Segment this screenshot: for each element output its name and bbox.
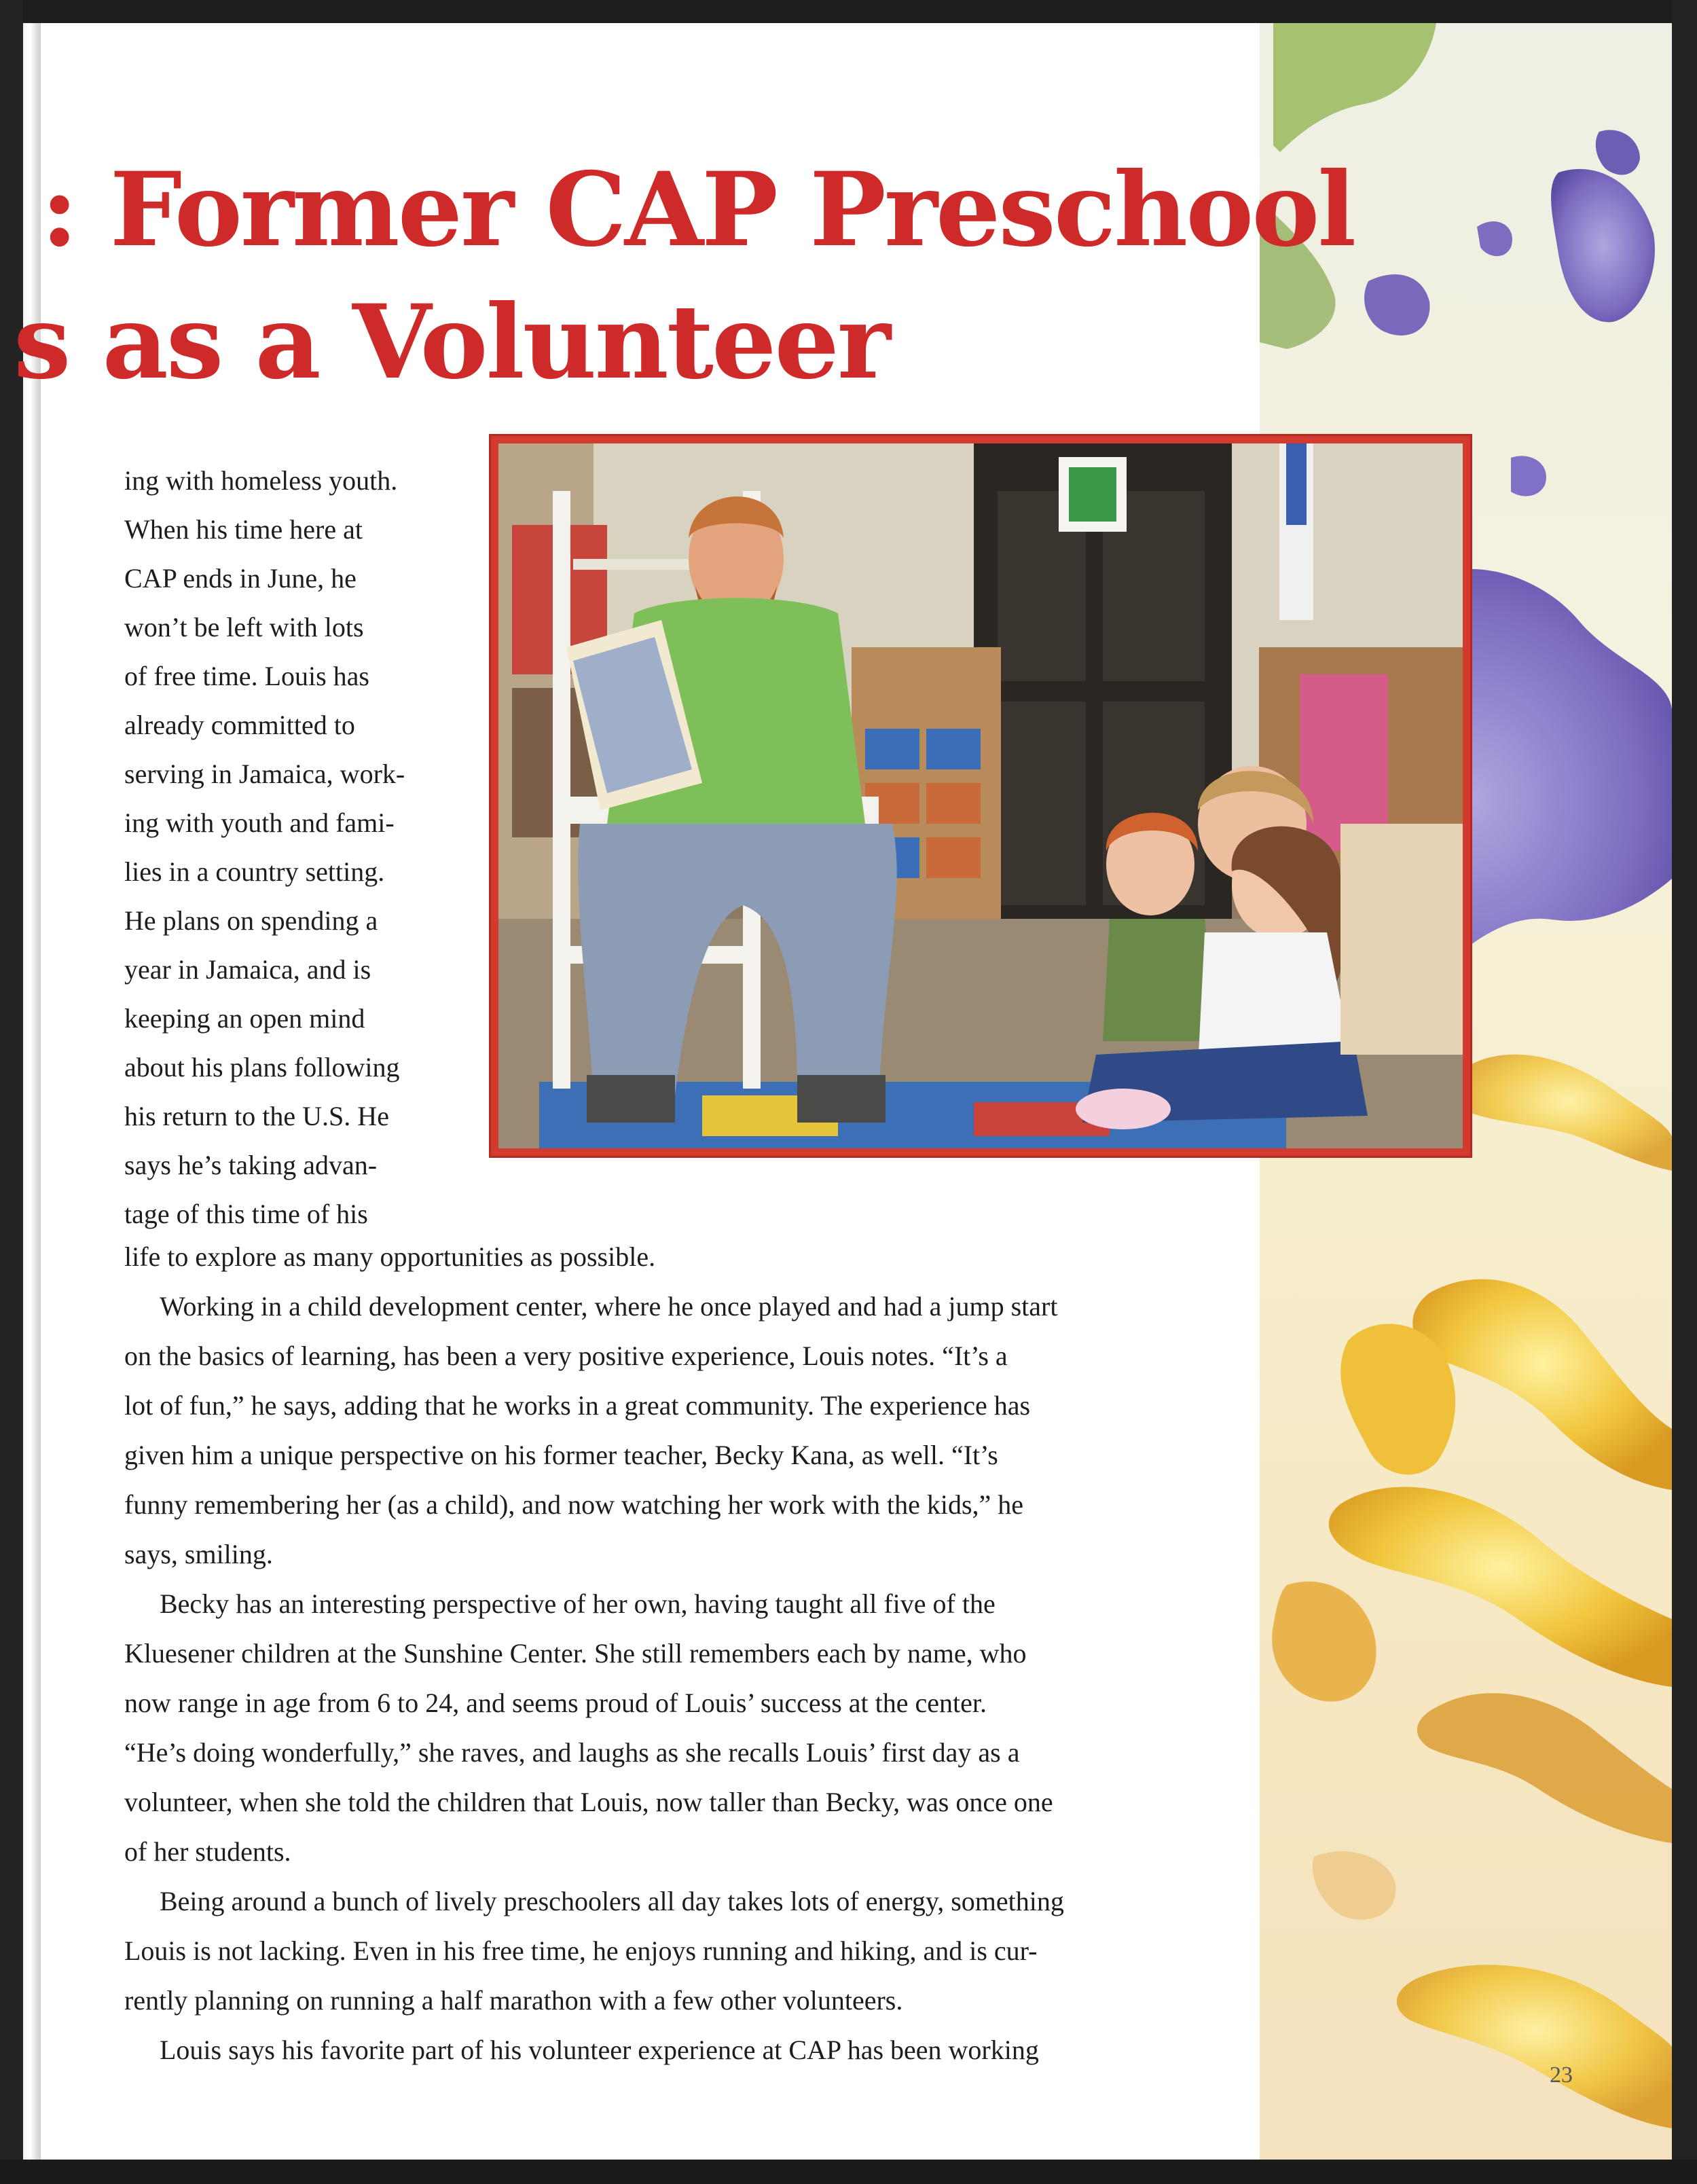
text-line: Louis is not lacking. Even in his free time, he enjoys running and hiking, and is cur- <box>124 1935 1038 1966</box>
headline-text-1: Former CAP Preschool <box>109 150 1355 270</box>
headline-text-2: as a Volunteer <box>102 283 889 402</box>
text-line: When his time here at <box>124 514 363 545</box>
page-number: 23 <box>1550 2062 1573 2088</box>
text-line: of free time. Louis has <box>124 661 369 691</box>
text-line: given him a unique perspective on his former teacher, Becky Kana, as well. “It’s <box>124 1440 998 1470</box>
scan-border-top <box>0 0 1697 23</box>
headline-line-1 <box>41 150 1355 270</box>
magazine-page <box>14 23 1672 2160</box>
text-line: lot of fun,” he says, adding that he works in a great community. The experience has <box>124 1390 1031 1421</box>
article-body-text <box>124 1232 1275 2075</box>
text-line: life to explore as many opportunities as possible. <box>124 1241 656 1272</box>
text-line: says, smiling. <box>124 1539 273 1569</box>
headline-clipped-char-1: : <box>41 150 77 270</box>
text-line: volunteer, when she told the children that Louis, now taller than Becky, was once one <box>124 1787 1053 1817</box>
left-column-text <box>124 456 477 1239</box>
text-line: of her students. <box>124 1836 291 1867</box>
text-line: now range in age from 6 to 24, and seems proud of Louis’ success at the center. <box>124 1688 987 1718</box>
text-line: won’t be left with lots <box>124 612 364 642</box>
text-line: Kluesener children at the Sunshine Center. She still remembers each by name, who <box>124 1638 1027 1669</box>
headline-clipped-char-2: s <box>14 283 69 402</box>
text-line: serving in Jamaica, work- <box>124 759 405 789</box>
scan-border-right <box>1672 0 1697 2184</box>
text-line: lies in a country setting. <box>124 856 385 887</box>
text-line: Being around a bunch of lively preschoolers all day takes lots of energy, something <box>160 1886 1064 1916</box>
text-line: tage of this time of his <box>124 1199 368 1229</box>
text-line: “He’s doing wonderfully,” she raves, and laughs as she recalls Louis’ first day as a <box>124 1737 1020 1768</box>
headline-line-2 <box>14 283 889 402</box>
text-line: funny remembering her (as a child), and now watching her work with the kids,” he <box>124 1489 1024 1520</box>
text-line: He plans on spending a <box>124 905 378 936</box>
text-line: Becky has an interesting perspective of her own, having taught all five of the <box>160 1588 996 1619</box>
text-line: says he’s taking advan- <box>124 1150 378 1180</box>
text-line: his return to the U.S. He <box>124 1101 389 1131</box>
text-line: ing with youth and fami- <box>124 807 395 838</box>
photo-image <box>498 443 1463 1148</box>
text-line: Louis says his favorite part of his volunteer experience at CAP has been working <box>160 2035 1039 2065</box>
photo-frame <box>489 434 1472 1158</box>
text-line: CAP ends in June, he <box>124 563 357 594</box>
text-line: year in Jamaica, and is <box>124 954 371 985</box>
text-line: keeping an open mind <box>124 1003 365 1034</box>
text-line: rently planning on running a half marathon with a few other volunteers. <box>124 1985 903 2016</box>
text-line: on the basics of learning, has been a very positive experience, Louis notes. “It’s a <box>124 1341 1008 1371</box>
text-line: ing with homeless youth. <box>124 465 398 496</box>
text-line: already committed to <box>124 710 355 740</box>
text-line: about his plans following <box>124 1052 400 1082</box>
scan-border-bottom <box>0 2160 1697 2184</box>
text-line: Working in a child development center, where he once played and had a jump start <box>160 1291 1058 1322</box>
